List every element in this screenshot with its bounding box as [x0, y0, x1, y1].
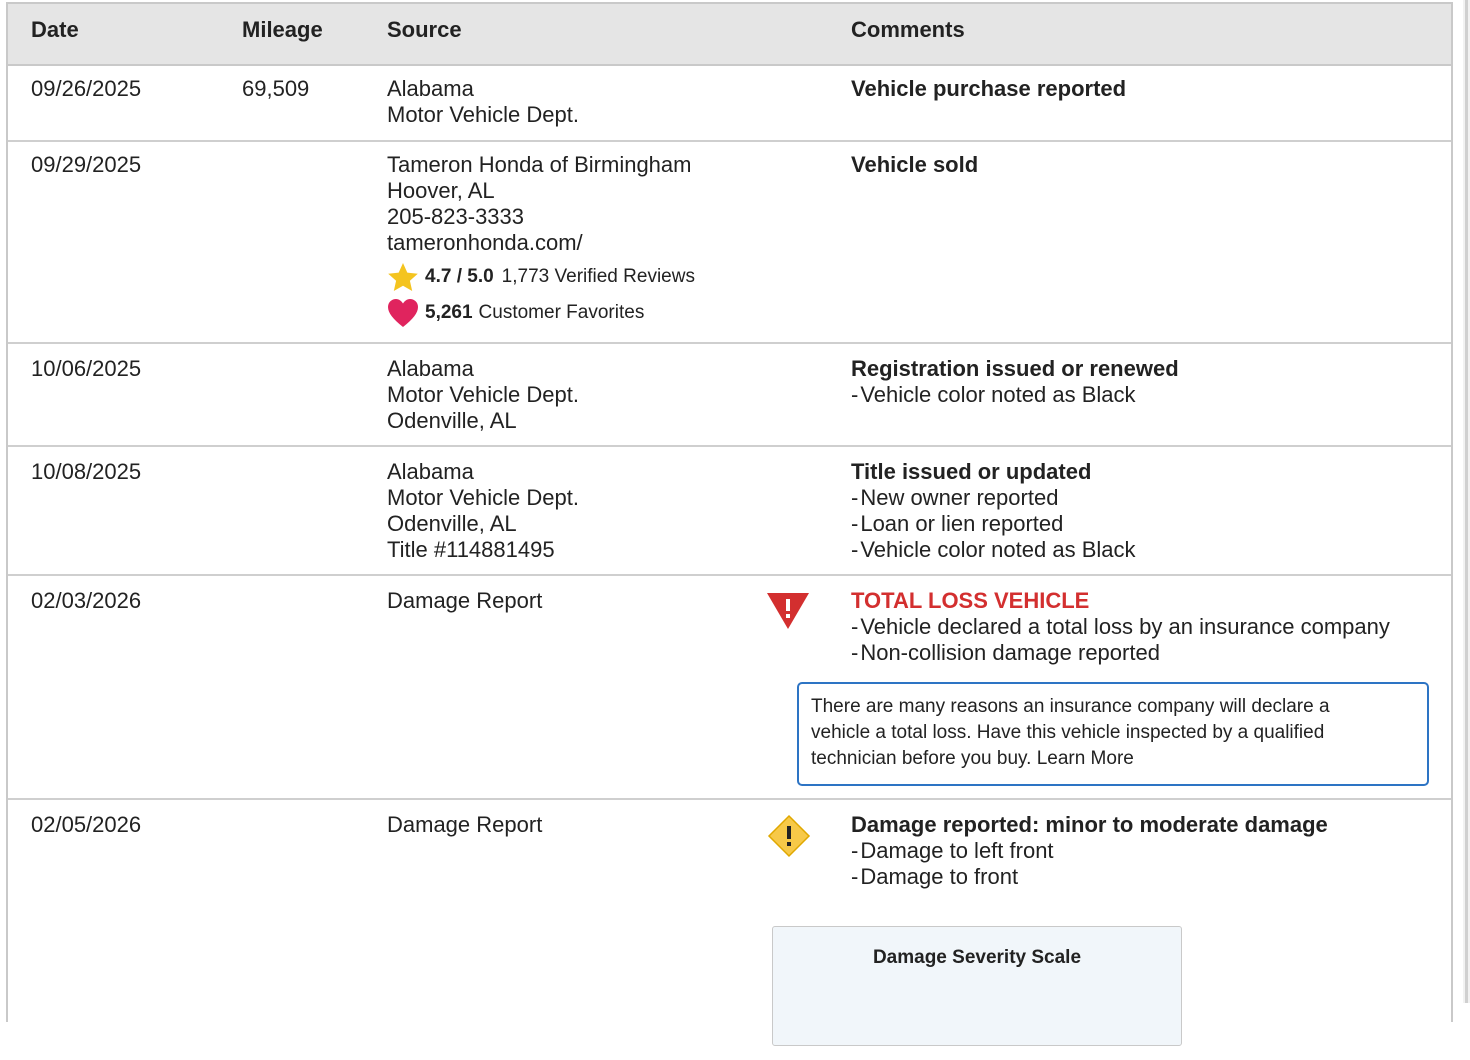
- dealer-name: Tameron Honda of Birmingham: [387, 152, 692, 177]
- row-comments: [851, 356, 1179, 408]
- source-line: Alabama: [387, 76, 474, 101]
- source-line: Odenville, AL: [387, 408, 517, 433]
- row-mileage: 69,509: [242, 76, 310, 101]
- damage-severity-scale: [772, 926, 1182, 1046]
- row-source: [387, 356, 579, 434]
- comment-detail: - Vehicle color noted as Black: [851, 382, 1179, 408]
- history-table: [6, 2, 1453, 1022]
- comment-title: Registration issued or renewed: [851, 356, 1179, 381]
- row-comments: [851, 152, 978, 178]
- header-date: Date: [31, 17, 79, 42]
- note-line: [811, 746, 1415, 772]
- dealer-location: Hoover, AL: [387, 178, 495, 203]
- comment-title: TOTAL LOSS VEHICLE: [851, 588, 1090, 613]
- source-line: Title #114881495: [387, 537, 555, 562]
- row-source: [387, 459, 579, 563]
- table-row: [8, 142, 1451, 344]
- comment-detail: - Vehicle color noted as Black: [851, 537, 1136, 563]
- source-line: Motor Vehicle Dept.: [387, 102, 579, 127]
- note-line: There are many reasons an insurance company will declare a: [811, 696, 1330, 717]
- source-line: Alabama: [387, 459, 474, 484]
- row-date: 09/26/2025: [31, 76, 142, 101]
- warning-diamond-icon: [767, 814, 811, 858]
- comment-detail: - Non-collision damage reported: [851, 640, 1390, 666]
- warning-triangle-icon: [766, 592, 810, 630]
- comment-detail: - Loan or lien reported: [851, 511, 1136, 537]
- source-line: Alabama: [387, 356, 474, 381]
- scale-title: Damage Severity Scale: [872, 947, 1082, 968]
- source-line: Odenville, AL: [387, 511, 517, 536]
- dealer-favorites[interactable]: [387, 298, 644, 328]
- row-date: 10/08/2025: [31, 459, 142, 484]
- total-loss-note: [797, 682, 1429, 786]
- table-header: [8, 4, 1451, 66]
- row-source: [387, 588, 542, 614]
- rating-reviews: 1,773 Verified Reviews: [501, 266, 695, 287]
- comment-detail: - Vehicle declared a total loss by an insurance company: [851, 614, 1390, 640]
- row-comments: [851, 588, 1390, 666]
- row-source: [387, 152, 691, 256]
- note-line-text: technician before you buy.: [811, 748, 1037, 769]
- comment-title: Title issued or updated: [851, 459, 1092, 484]
- row-date: 10/06/2025: [31, 356, 142, 381]
- row-date: 09/29/2025: [31, 152, 142, 177]
- heart-icon: [387, 298, 419, 328]
- row-comments: [851, 76, 1126, 102]
- table-row: [8, 576, 1451, 800]
- row-source: [387, 812, 542, 838]
- note-line: vehicle a total loss. Have this vehicle inspected by a qualified: [811, 722, 1325, 743]
- table-row: [8, 800, 1451, 1060]
- table-row: [8, 344, 1451, 447]
- row-source: [387, 76, 579, 128]
- source-line: Damage Report: [387, 588, 543, 613]
- scrollbar-thumb[interactable]: [1465, 0, 1468, 1003]
- row-date: 02/05/2026: [31, 812, 142, 837]
- favorites-count: 5,261: [425, 302, 473, 323]
- table-row: [8, 447, 1451, 576]
- comment-title: Damage reported: minor to moderate damage: [851, 812, 1328, 837]
- star-icon: [387, 262, 419, 292]
- header-mileage: Mileage: [242, 17, 323, 42]
- row-date: 02/03/2026: [31, 588, 142, 613]
- dealer-rating[interactable]: [387, 262, 695, 292]
- dealer-website-link[interactable]: tameronhonda.com/: [387, 230, 583, 255]
- favorites-label: Customer Favorites: [478, 302, 645, 323]
- comment-detail: - New owner reported: [851, 485, 1136, 511]
- comment-title: Vehicle purchase reported: [851, 76, 1127, 101]
- comment-detail: - Damage to left front: [851, 838, 1328, 864]
- comment-detail: - Damage to front: [851, 864, 1328, 890]
- comment-title: Vehicle sold: [851, 152, 979, 177]
- row-comments: [851, 812, 1328, 890]
- source-line: Motor Vehicle Dept.: [387, 485, 579, 510]
- dealer-phone[interactable]: 205-823-3333: [387, 204, 525, 229]
- header-comments: Comments: [851, 17, 965, 42]
- table-row: [8, 66, 1451, 142]
- source-line: Motor Vehicle Dept.: [387, 382, 579, 407]
- rating-score: 4.7 / 5.0: [425, 266, 494, 287]
- row-comments: [851, 459, 1136, 563]
- source-line: Damage Report: [387, 812, 543, 837]
- header-source: Source: [387, 17, 462, 42]
- learn-more-link[interactable]: Learn More: [1036, 748, 1134, 769]
